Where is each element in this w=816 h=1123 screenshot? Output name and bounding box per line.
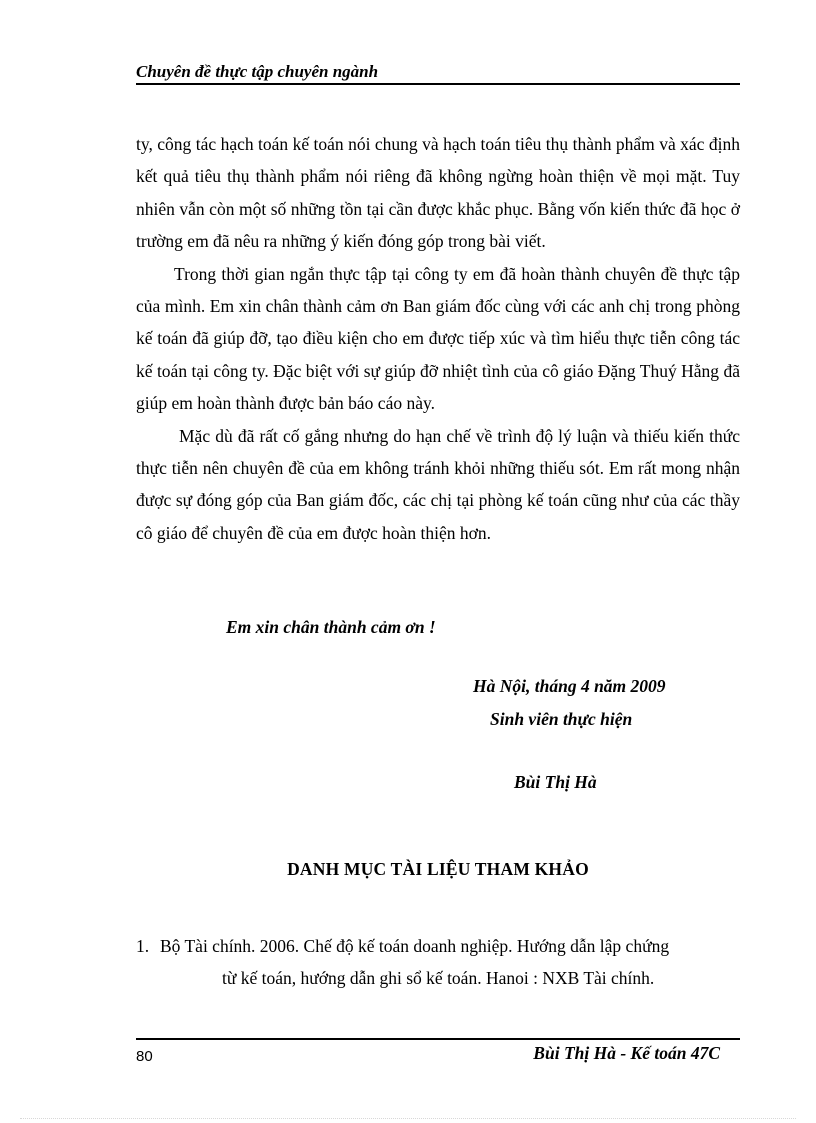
page-number: 80 (136, 1048, 153, 1065)
footer-divider (136, 1038, 740, 1040)
header-divider (136, 83, 740, 85)
paragraph-3: Mặc dù đã rất cố gắng nhưng do hạn chế về trình độ lý luận và thiếu kiến thức thực tiễn nên chuyên đề của em không tránh khỏi những thiếu sót. Em rất mong nhận được sự đóng góp của Ban giám đốc, các chị tại phòng kế toán cũng như của các thầy cô giáo để chuyên đề của em được hoàn thiện hơn. (136, 425, 740, 543)
page-bottom-edge (20, 1118, 796, 1119)
reference-item (136, 930, 740, 962)
running-header-title: Chuyên đề thực tập chuyên ngành (136, 62, 379, 81)
reference-text-line-1: Bộ Tài chính. 2006. Chế độ kế toán doanh nghiệp. Hướng dẫn lập chứng (160, 936, 670, 956)
signature-place-date: Hà Nội, tháng 4 năm 2009 (473, 676, 666, 696)
paragraph-1: ty, công tác hạch toán kế toán nói chung và hạch toán tiêu thụ thành phẩm và xác định kết quả tiêu thụ thành phẩm nói riêng đã không ngừng hoàn thiện về mọi mặt. Tuy nhiên vẫn còn một số những tồn tại cần được khắc phục. Bằng vốn kiến thức đã học ở trường em đã nêu ra những ý kiến đóng góp trong bài viết. (136, 134, 740, 252)
thanks-line: Em xin chân thành cảm ơn ! (226, 617, 436, 637)
references-heading: DANH MỤC TÀI LIỆU THAM KHẢO (287, 859, 589, 879)
signature-name: Bùi Thị Hà (514, 772, 597, 792)
reference-text-line-2: từ kế toán, hướng dẫn ghi sổ kế toán. Hanoi : NXB Tài chính. (222, 968, 655, 988)
paragraph-2: Trong thời gian ngắn thực tập tại công ty em đã hoàn thành chuyên đề thực tập của mình. Em xin chân thành cảm ơn Ban giám đốc cùng với các anh chị trong phòng kế toán đã giúp đỡ, tạo điều kiện cho em được tiếp xúc và tìm hiểu thực tiễn công tác kế toán tại công ty. Đặc biệt với sự giúp đỡ nhiệt tình của cô giáo Đặng Thuý Hằng đã giúp em hoàn thành được bản báo cáo này. (136, 263, 740, 414)
footer-author: Bùi Thị Hà - Kế toán 47C (533, 1043, 720, 1063)
body-text (136, 128, 740, 549)
signature-role: Sinh viên thực hiện (490, 709, 633, 729)
references-list (136, 930, 740, 994)
reference-number: 1. (136, 936, 150, 956)
